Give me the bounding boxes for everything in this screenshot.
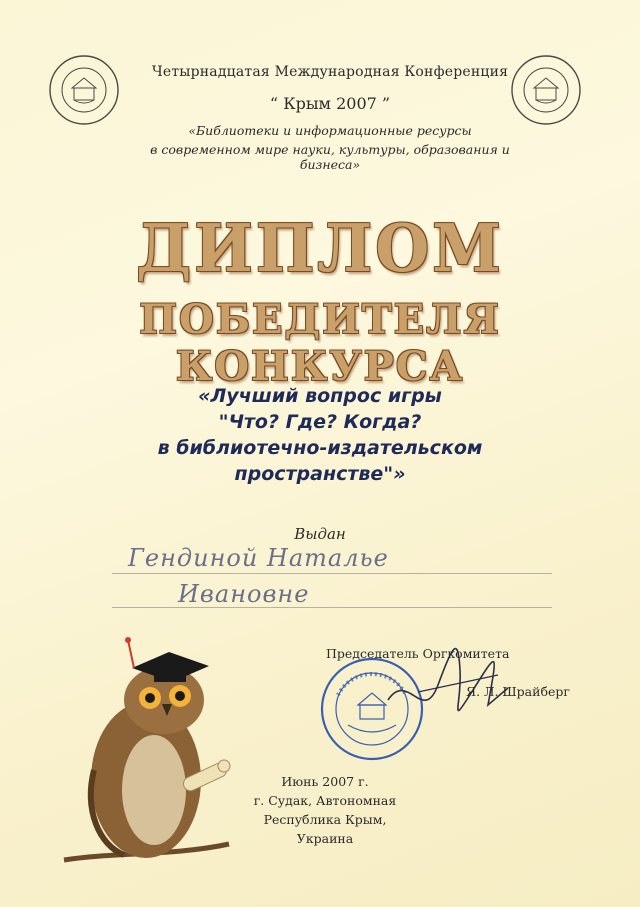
chair-label: Председатель Оргкомитета bbox=[326, 646, 510, 661]
contest-line: «Лучший вопрос игры bbox=[198, 385, 442, 407]
diploma-subtitle: ПОБЕДИТЕЛЯ КОНКУРСА bbox=[139, 296, 501, 390]
contest-line: в библиотечно-издательском bbox=[157, 437, 483, 459]
conference-theme-line1: «Библиотеки и информационные ресурсы bbox=[188, 123, 472, 138]
signer-name: Я. Л. Шрайберг bbox=[466, 684, 570, 699]
contest-line: пространстве"» bbox=[234, 463, 406, 485]
conference-year: “ Крым 2007 ” bbox=[269, 94, 391, 113]
conference-theme-line2: в современном мире науки, культуры, образования и бизнеса» bbox=[150, 142, 510, 172]
recipient-name-line1: Гендиной Наталье bbox=[128, 544, 389, 572]
conference-name: Четырнадцатая Международная Конференция bbox=[151, 64, 509, 80]
issue-place-line2: Республика Крым, bbox=[263, 812, 387, 827]
issued-label: Выдан bbox=[294, 525, 346, 543]
diploma-title: ДИПЛОМ bbox=[136, 210, 504, 287]
owl-graduate-icon bbox=[54, 630, 244, 870]
contest-line: "Что? Где? Когда? bbox=[218, 411, 422, 433]
issue-place-line1: г. Судак, Автономная bbox=[253, 793, 397, 808]
issue-place-line3: Украина bbox=[296, 831, 354, 846]
conference-emblem-left-icon bbox=[48, 54, 120, 126]
issue-date: Июнь 2007 г. bbox=[281, 774, 369, 789]
recipient-name-line2: Ивановне bbox=[178, 580, 310, 608]
contest-name bbox=[130, 383, 510, 487]
recipient-underline bbox=[112, 573, 552, 574]
